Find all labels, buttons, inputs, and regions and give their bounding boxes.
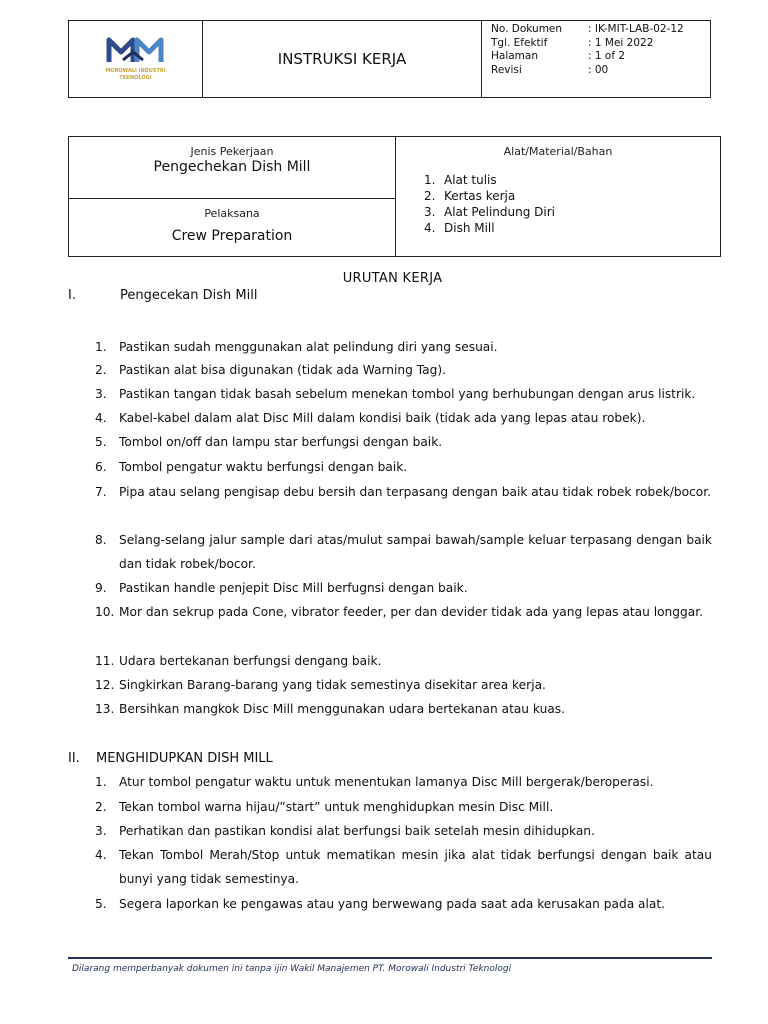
- tool-number: 4.: [424, 221, 436, 235]
- meta-key: Tgl. Efektif: [491, 36, 548, 49]
- meta-key: Revisi: [491, 63, 522, 76]
- meta-value: : IK-MIT-LAB-02-12: [588, 23, 684, 35]
- job-type-value: Pengechekan Dish Mill: [153, 159, 311, 175]
- executor-value: Crew Preparation: [171, 228, 293, 244]
- executor-cell: [69, 199, 396, 257]
- meta-row: [491, 37, 710, 51]
- work-sequence-title: URUTAN KERJA: [342, 271, 443, 286]
- step-text: Kabel-kabel dalam alat Disc Mill dalam kondisi baik (tidak ada yang lepas atau robek).: [119, 411, 646, 425]
- step-text: Tekan Tombol Merah/Stop untuk mematikan mesin jika alat tidak berfungsi dengan baik atau bunyi yang tidak semestinya.: [119, 848, 712, 886]
- step-number: 1.: [95, 340, 107, 354]
- logo-mark-icon: [103, 32, 169, 66]
- step-number: 3.: [95, 387, 107, 401]
- meta-key: Halaman: [491, 50, 538, 62]
- step-number: 5.: [95, 897, 107, 911]
- step-number: 9.: [95, 581, 107, 595]
- step-number: 2.: [95, 363, 107, 377]
- step-item: [95, 649, 712, 673]
- step-text: Pastikan handle penjepit Disc Mill berfugnsi dengan baik.: [119, 581, 468, 595]
- company-logo: [69, 22, 202, 97]
- step-item: [95, 576, 712, 600]
- step-number: 8.: [95, 533, 107, 547]
- step-text: Pastikan sudah menggunakan alat pelindung diri yang sesuai.: [119, 340, 498, 354]
- footer-notice: Dilarang memperbanyak dokumen ini tanpa ijin Wakil Manajemen PT. Morowali Industri Teknologi: [72, 964, 512, 974]
- step-number: 5.: [95, 435, 107, 449]
- step-number: 11.: [95, 654, 115, 668]
- step-number: 4.: [95, 411, 107, 425]
- step-item: [95, 600, 712, 624]
- step-item: [95, 480, 712, 504]
- step-number: 4.: [95, 848, 107, 862]
- step-text: Atur tombol pengatur waktu untuk menentukan lamanya Disc Mill bergerak/beroperasi.: [119, 775, 654, 789]
- logo-cell: [69, 21, 203, 98]
- tool-text: Alat tulis: [444, 173, 497, 187]
- step-text: Bersihkan mangkok Disc Mill menggunakan udara bertekanan atau kuas.: [119, 702, 566, 716]
- tool-text: Dish Mill: [444, 221, 495, 235]
- step-text: Pastikan alat bisa digunakan (tidak ada Warning Tag).: [119, 363, 447, 377]
- step-item: [95, 697, 712, 721]
- step-text: Pastikan tangan tidak basah sebelum menekan tombol yang berhubungan dengan arus listrik.: [119, 387, 696, 401]
- step-item: [95, 430, 712, 454]
- document-header: [68, 20, 711, 98]
- tool-number: 1.: [424, 173, 436, 187]
- step-item: [95, 892, 712, 916]
- meta-value: : 1 Mei 2022: [588, 36, 654, 49]
- tools-label: Alat/Material/Bahan: [503, 145, 613, 158]
- step-item: [95, 406, 712, 430]
- meta-row: [491, 64, 710, 78]
- meta-row: [491, 23, 710, 37]
- executor-label: Pelaksana: [204, 207, 260, 220]
- step-item: [95, 819, 712, 843]
- logo-text-line-2: TEKNOLOGI: [119, 74, 152, 81]
- job-type-label: Jenis Pekerjaan: [190, 145, 274, 158]
- tool-text: Alat Pelindung Diri: [444, 205, 555, 219]
- meta-row: [491, 50, 710, 64]
- step-number: 6.: [95, 460, 107, 474]
- step-text: Pipa atau selang pengisap debu bersih dan terpasang dengan baik atau tidak robek robek/bocor.: [119, 485, 711, 499]
- job-info-table: [68, 136, 721, 257]
- step-item: [95, 382, 712, 406]
- section-2-roman: II.: [68, 751, 80, 766]
- step-item: [95, 673, 712, 697]
- step-number: 2.: [95, 800, 107, 814]
- step-number: 7.: [95, 485, 107, 499]
- step-number: 3.: [95, 824, 107, 838]
- step-number: 1.: [95, 775, 107, 789]
- step-item: [95, 528, 712, 576]
- document-meta: [482, 21, 711, 98]
- step-text: Segera laporkan ke pengawas atau yang berwewang pada saat ada kerusakan pada alat.: [119, 897, 666, 911]
- step-item: [95, 455, 712, 479]
- section-2-title: MENGHIDUPKAN DISH MILL: [96, 751, 273, 766]
- job-type-cell: [69, 137, 396, 199]
- logo-text-line-1: MOROWALI INDUSTRI: [105, 67, 166, 74]
- section-1-title: Pengecekan Dish Mill: [120, 288, 258, 303]
- step-text: Mor dan sekrup pada Cone, vibrator feeder, per dan devider tidak ada yang lepas atau longgar.: [119, 605, 703, 619]
- footer-divider: [68, 957, 712, 959]
- tool-number: 3.: [424, 205, 436, 219]
- step-item: [95, 795, 712, 819]
- tools-cell: [396, 137, 721, 257]
- meta-key: No. Dokumen: [491, 23, 563, 35]
- step-item: [95, 335, 712, 359]
- tool-number: 2.: [424, 189, 436, 203]
- tools-list: [424, 172, 720, 236]
- meta-value: : 1 of 2: [588, 50, 626, 62]
- document-title: INSTRUKSI KERJA: [203, 21, 482, 98]
- step-item: [95, 843, 712, 891]
- meta-value: : 00: [588, 63, 609, 76]
- step-text: Singkirkan Barang-barang yang tidak semestinya disekitar area kerja.: [119, 678, 546, 692]
- step-number: 12.: [95, 678, 115, 692]
- step-item: [95, 358, 712, 382]
- tool-text: Kertas kerja: [444, 189, 516, 203]
- step-text: Tekan tombol warna hijau/”start” untuk menghidupkan mesin Disc Mill.: [119, 800, 554, 814]
- step-number: 13.: [95, 702, 115, 716]
- step-item: [95, 770, 712, 794]
- step-text: Tombol pengatur waktu berfungsi dengan baik.: [119, 460, 408, 474]
- tool-item: [424, 204, 720, 220]
- step-text: Udara bertekanan berfungsi dengang baik.: [119, 654, 382, 668]
- step-text: Tombol on/off dan lampu star berfungsi dengan baik.: [119, 435, 443, 449]
- tool-item: [424, 172, 720, 188]
- step-text: Perhatikan dan pastikan kondisi alat berfungsi baik setelah mesin dihidupkan.: [119, 824, 595, 838]
- section-1-roman: I.: [68, 288, 76, 303]
- tool-item: [424, 220, 720, 236]
- tool-item: [424, 188, 720, 204]
- step-number: 10.: [95, 605, 115, 619]
- step-text: Selang-selang jalur sample dari atas/mulut sampai bawah/sample keluar terpasang dengan baik dan tidak robek/bocor.: [119, 533, 712, 571]
